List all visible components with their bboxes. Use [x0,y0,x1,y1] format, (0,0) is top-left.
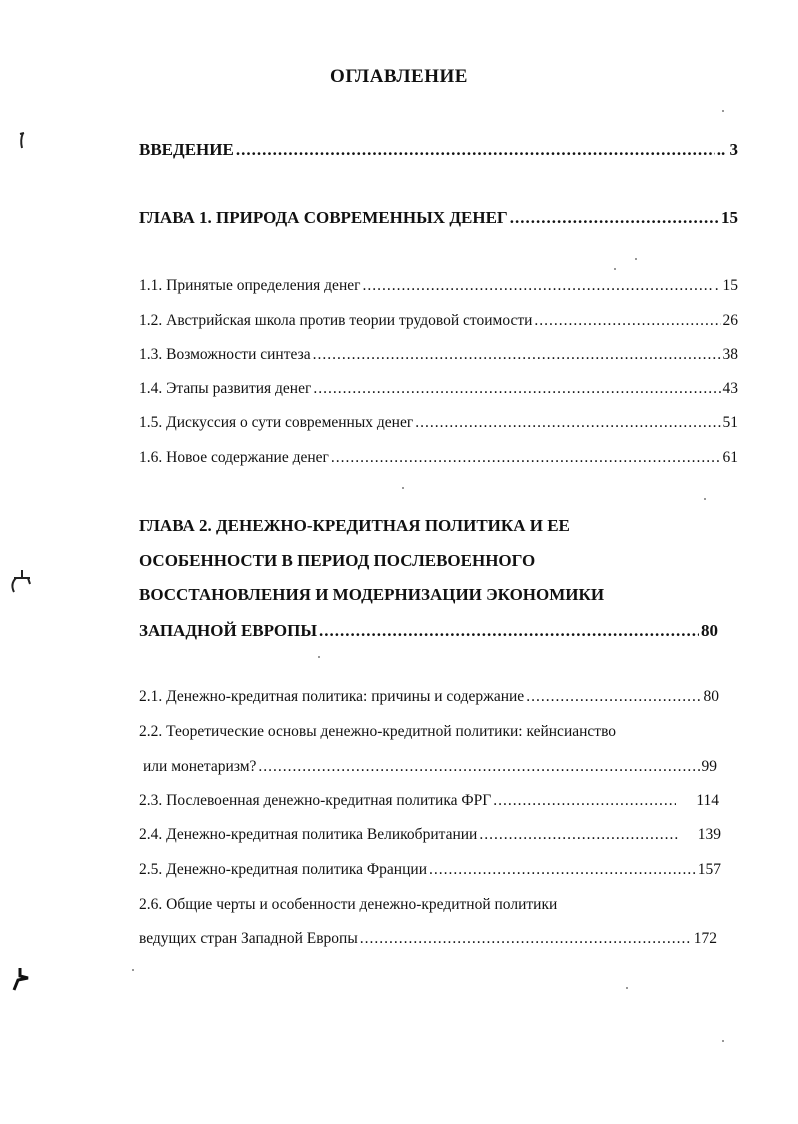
toc-entry-label: 1.5. Дискуссия о сути современных денег [139,414,414,431]
toc-entry-label: 2.1. Денежно-кредитная политика: причины и содержание [139,688,525,705]
scan-speck [722,110,724,112]
toc-entry-section-first-line: 2.6. Общие черты и особенности денежно-кредитной политики [139,896,558,913]
toc-chapter-2-heading-line: ВОССТАНОВЛЕНИЯ И МОДЕРНИЗАЦИИ ЭКОНОМИКИ [139,585,605,604]
page-title: ОГЛАВЛЕНИЕ [330,66,468,87]
scan-speck [402,487,404,489]
toc-entry-page: 61 [722,449,738,466]
toc-entry-page: 80 [701,621,718,640]
toc-entry-section-first-line: 2.2. Теоретические основы денежно-кредитной политики: кейнсианство [139,723,617,740]
toc-entry-label: ВВЕДЕНИЕ [139,140,234,159]
dot-leader [360,930,692,948]
toc-entry-page: 99 [701,758,717,775]
toc-entry-section [139,277,738,295]
toc-entry-label: 1.6. Новое содержание денег [139,449,329,466]
toc-entry-chapter-1 [139,208,738,228]
toc-entry-label: или монетаризм? [143,758,257,775]
dot-leader [479,826,677,844]
dot-leader [534,312,720,330]
toc-entry-section [139,449,738,467]
toc-entry-page: 51 [722,414,738,431]
toc-entry-label: ведущих стран Западной Европы [139,930,358,947]
toc-entry-label: 1.4. Этапы развития денег [139,380,312,397]
dot-leader [258,758,699,776]
margin-pen-mark [14,130,30,152]
toc-entry-page: 139 [697,826,721,843]
toc-entry-section [139,861,721,879]
scan-speck [635,258,637,260]
toc-entry-section [139,688,719,706]
toc-entry-section [139,380,738,398]
dot-leader [236,140,715,160]
toc-entry-label: 1.2. Австрийская школа против теории трудовой стоимости [139,312,533,329]
toc-entry-page: .. 3 [716,140,738,159]
toc-entry-page: 43 [722,380,738,397]
dot-leader [362,277,712,295]
dot-leader [510,208,719,228]
toc-entry-label: 2.5. Денежно-кредитная политика Франции [139,861,427,878]
toc-entry-label: 1.3. Возможности синтеза [139,346,311,363]
dot-leader [313,380,720,398]
toc-entry-section [139,792,719,810]
dot-leader [415,414,720,432]
scan-speck [626,987,628,989]
margin-pen-mark [6,566,36,596]
toc-entry-section [139,930,717,948]
dot-leader [313,346,721,364]
toc-chapter-2-heading-line: ГЛАВА 2. ДЕНЕЖНО-КРЕДИТНАЯ ПОЛИТИКА И ЕЕ [139,516,570,535]
dot-leader [319,621,699,641]
scan-speck [614,268,616,270]
toc-entry-chapter-2 [139,621,718,641]
toc-entry-page: 172 [693,930,717,947]
dot-leader [331,449,721,467]
toc-entry-label: 2.3. Послевоенная денежно-кредитная политика ФРГ [139,792,492,809]
toc-entry-section [139,414,738,432]
toc-entry-section [139,346,738,364]
toc-entry-section [139,826,721,844]
toc-entry-label: 2.4. Денежно-кредитная политика Великобритании [139,826,478,843]
toc-entry-page: 114 [696,792,719,809]
scan-speck [132,969,134,971]
toc-entry-section [143,758,717,776]
toc-entry-introduction [139,140,738,160]
toc-chapter-2-heading-line: ОСОБЕННОСТИ В ПЕРИОД ПОСЛЕВОЕННОГО [139,551,536,570]
toc-entry-page: 38 [722,346,738,363]
toc-entry-section [139,312,738,330]
toc-entry-label: ГЛАВА 1. ПРИРОДА СОВРЕМЕННЫХ ДЕНЕГ [139,208,508,227]
dot-leader [526,688,701,706]
scan-speck [722,1040,724,1042]
toc-entry-page: 26 [722,312,738,329]
toc-entry-page: 15 [721,208,738,227]
toc-entry-page: 80 [703,688,719,705]
toc-entry-label: 1.1. Принятые определения денег [139,277,361,294]
margin-pen-mark [6,966,34,994]
scan-speck [318,656,320,658]
dot-leader [493,792,676,810]
dot-leader [429,861,696,879]
toc-entry-page: 157 [697,861,721,878]
toc-entry-page: . 15 [714,277,738,294]
toc-entry-label: ЗАПАДНОЙ ЕВРОПЫ [139,621,318,640]
scan-speck [704,498,706,500]
